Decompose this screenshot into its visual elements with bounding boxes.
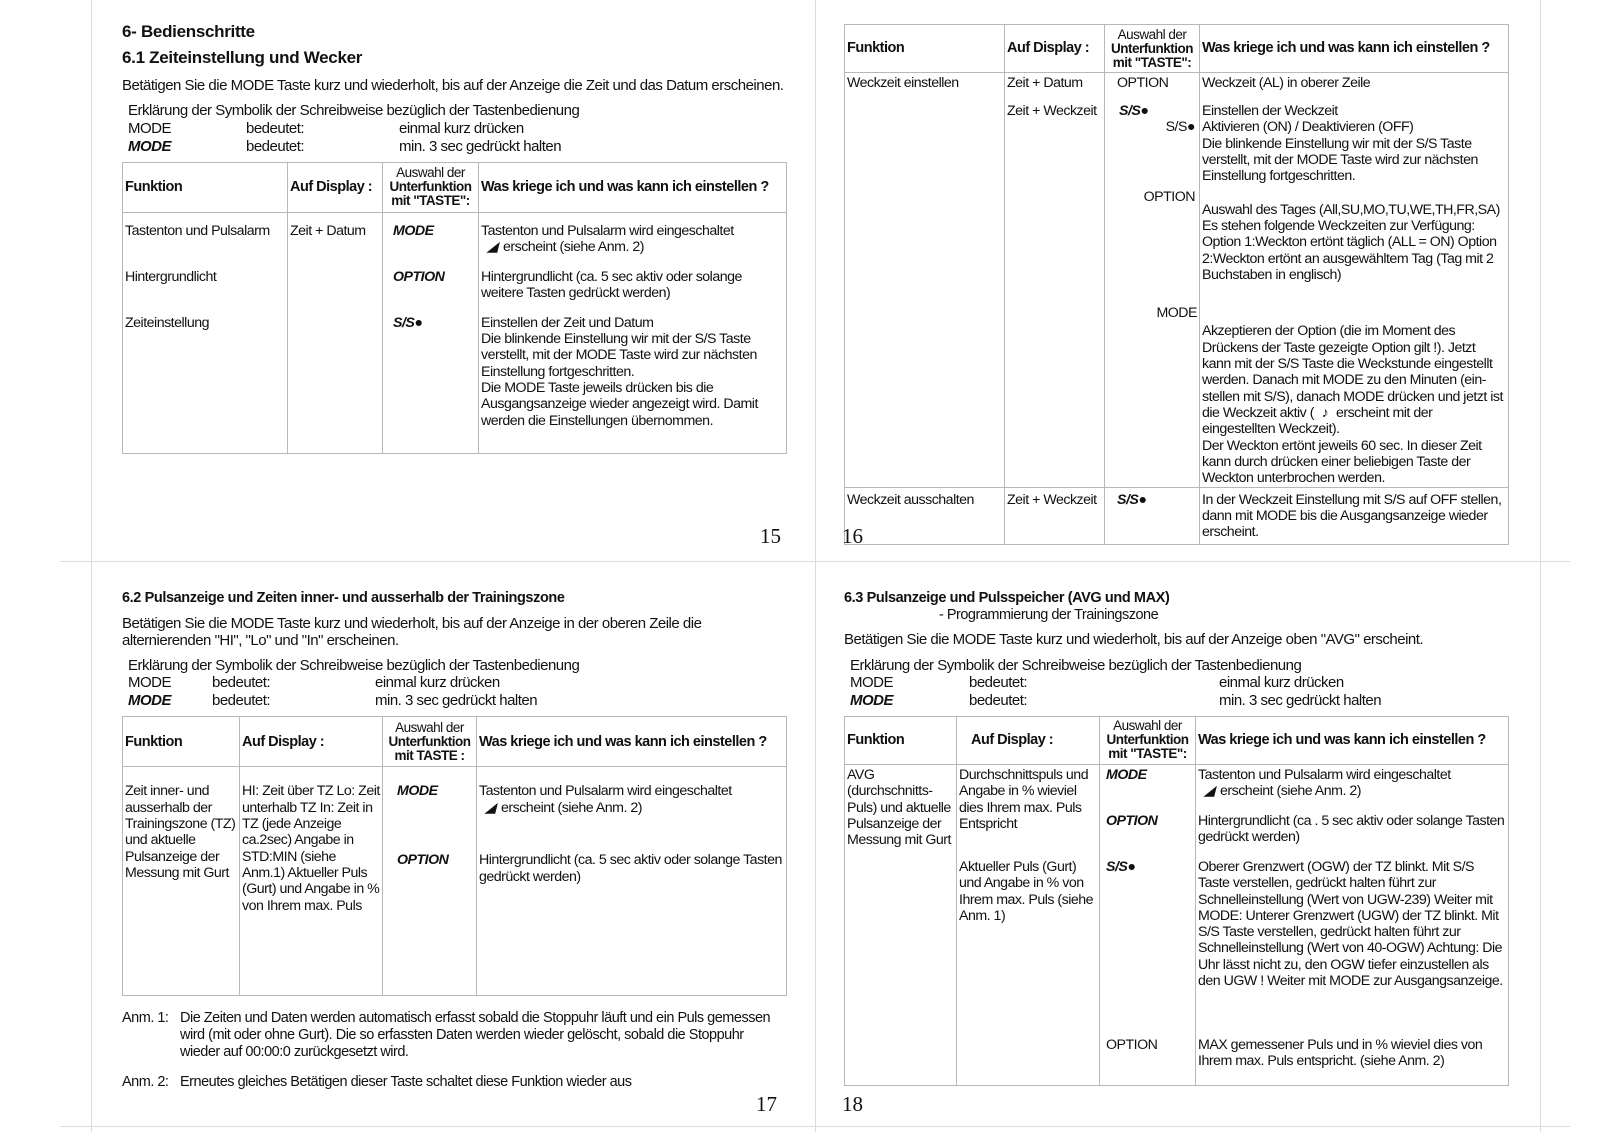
col-unterfunktion: Auswahl der Unterfunktion mit "TASTE":: [383, 162, 479, 212]
alarm-icon: ◢: [484, 799, 496, 816]
legend-value: min. 3 sec gedrückt halten: [375, 692, 538, 710]
function-table: [122, 716, 787, 996]
legend-means: bedeutet:: [212, 692, 271, 710]
intro-text: Betätigen Sie die MODE Taste kurz und wiederholt, bis auf der Anzeige die Zeit und das Datum erscheinen.: [122, 77, 784, 95]
table-cell: In der Weckzeit Einstellung mit S/S auf OFF stellen, dann mit MODE bis die Ausgangsanzeige wieder erscheint.: [1200, 487, 1509, 544]
page-16: [844, 24, 1509, 545]
col-was: Was kriege ich und was kann ich einstellen ?: [1196, 716, 1509, 764]
table-cell: MODE OPTION S/S●: [383, 212, 479, 453]
table-cell: Weckzeit einstellen: [845, 73, 1005, 488]
page-number: 15: [760, 524, 781, 548]
legend-value: einmal kurz drücken: [375, 674, 500, 692]
legend-value: einmal kurz drücken: [1219, 673, 1344, 691]
section-subtitle: 6.3 Pulsanzeige und Pulsspeicher (AVG und MAX): [844, 590, 1170, 606]
page-number: 18: [842, 1092, 863, 1116]
legend-key: MODE: [850, 673, 893, 691]
col-was: Was kriege ich und was kann ich einstellen ?: [479, 162, 787, 212]
col-funktion: Funktion: [123, 717, 240, 767]
table-cell: Tastenton und Pulsalarm wird eingeschaltet ◢ erscheint (siehe Anm. 2) Hintergrundlicht (ca. 5 sec aktiv oder solange weitere Tasten gedrückt werden) Einstellen der Zeit und Datum Die blinkende Einstellung wir mit der S/S Taste verstellt, mit der MODE Taste wird zur nächsten Einstellung fortgeschritten. Die MODE Taste jeweils drücken bis die Ausgangsanzeige wieder angezeigt wird. Damit werden die Einstellungen übernommen.: [479, 212, 787, 453]
col-funktion: Funktion: [845, 25, 1005, 73]
legend-value: einmal kurz drücken: [399, 119, 524, 137]
section-subtitle-2: - Programmierung der Trainingszone: [939, 606, 1159, 623]
page-15: [122, 22, 787, 454]
key-legend: [850, 657, 1509, 710]
page-edge-right: [1540, 0, 1541, 1132]
legend-means: bedeutet:: [969, 691, 1028, 709]
legend-key-bold: MODE: [128, 137, 171, 155]
function-table: [122, 162, 787, 454]
col-funktion: Funktion: [845, 716, 957, 764]
col-display: Auf Display :: [240, 717, 383, 767]
legend-means: bedeutet:: [969, 673, 1028, 691]
table-cell: Weckzeit ausschalten: [845, 487, 1005, 544]
table-cell: Durchschnittspuls und Angabe in % wieviel dies Ihrem max. Puls Entspricht Aktueller Puls (Gurt) und Angabe in % von Ihrem max. Puls (siehe Anm. 1): [957, 764, 1100, 1085]
legend-title: Erklärung der Symbolik der Schreibweise bezüglich der Tastenbedienung: [850, 656, 1302, 674]
key-legend: [128, 102, 787, 155]
footnote-1: Anm. 1: Die Zeiten und Daten werden automatisch erfasst sobald die Stoppuhr läuft und ein Puls gemessen wird (mit oder ohne Gurt). Die so erfassten Daten werden wieder gelöscht, sobald die Stoppuhr wieder auf 00:00:0 zurückgesetzt wird.: [122, 1010, 771, 1060]
col-unterfunktion: Auswahl der Unterfunktion mit TASTE :: [383, 717, 477, 767]
section-subtitle: 6.1 Zeiteinstellung und Wecker: [122, 47, 363, 67]
alarm-icon: ◢: [486, 238, 498, 255]
intro-text: Betätigen Sie die MODE Taste kurz und wiederholt, bis auf der Anzeige in der oberen Zeile die alternierenden "HI", "Lo" und "In" erscheinen.: [122, 614, 702, 649]
table-cell: HI: Zeit über TZ Lo: Zeit unterhalb TZ In: Zeit in TZ (jede Anzeige ca.2sec) Angabe in STD:MIN (siehe Anm.1) Aktueller Puls (Gurt) und Angabe in % von Ihrem max. Puls: [240, 767, 383, 996]
function-table: [844, 24, 1509, 545]
legend-value: min. 3 sec gedrückt halten: [1219, 691, 1382, 709]
legend-means: bedeutet:: [246, 137, 305, 155]
section-title: 6- Bedienschritte: [122, 22, 255, 41]
legend-title: Erklärung der Symbolik der Schreibweise bezüglich der Tastenbedienung: [128, 657, 580, 675]
table-cell: MODE OPTION: [383, 767, 477, 996]
table-cell: Zeit + Datum Zeit + Weckzeit: [1005, 73, 1105, 488]
table-cell: OPTION S/S● S/S● OPTION MODE: [1105, 73, 1200, 488]
col-unterfunktion: Auswahl der Unterfunktion mit "TASTE":: [1100, 716, 1196, 764]
legend-means: bedeutet:: [246, 119, 305, 137]
page-number: 16: [842, 524, 863, 548]
legend-key-bold: MODE: [850, 691, 893, 709]
intro-text: Betätigen Sie die MODE Taste kurz und wiederholt, bis auf der Anzeige oben "AVG" erscheint.: [844, 631, 1424, 649]
table-cell: Zeit + Datum: [288, 212, 383, 453]
page-edge-left: [91, 0, 92, 1132]
page-edge-center: [815, 0, 816, 1132]
legend-key: MODE: [128, 674, 171, 692]
function-table: [844, 716, 1509, 1086]
footnote-2: Anm. 2: Erneutes gleiches Betätigen dieser Taste schaltet diese Funktion wieder aus: [122, 1074, 632, 1091]
page-18: [844, 590, 1509, 1086]
page-edge-bottom: [60, 1126, 1570, 1127]
col-was: Was kriege ich und was kann ich einstellen ?: [1200, 25, 1509, 73]
alarm-icon: ◢: [1203, 783, 1215, 800]
table-cell: MODE OPTION S/S● OPTION: [1100, 764, 1196, 1085]
col-was: Was kriege ich und was kann ich einstellen ?: [477, 717, 787, 767]
table-cell: Tastenton und Pulsalarm wird eingeschaltet ◢ erscheint (siehe Anm. 2) Hintergrundlicht (ca . 5 sec aktiv oder solange Tasten gedrückt werden) Oberer Grenzwert (OGW) der TZ blinkt. Mit S/S Taste verstellen, gedrückt halten führt zur Schnelleinstellung (Wert von UGW-239) Weiter mit MODE: Unterer Grenzwert (UGW) der TZ blinkt. Mit S/S Taste verstellen, gedrückt halten führt zur Schnelleinstellung (Wert von 40-OGW) Achtung: Die Uhr lässt nicht zu, den OGW tiefer einzustellen als den UGW ! Weiter mit MODE zur Ausgangsanzeige. MAX gemessener Puls und in % wieviel dies von Ihrem max. Puls entspricht. (siehe Anm. 2): [1196, 764, 1509, 1085]
bell-icon: ♪: [1321, 404, 1329, 421]
table-cell: AVG (durchschnitts-Puls) und aktuelle Pulsanzeige der Messung mit Gurt: [845, 764, 957, 1085]
table-cell: Weckzeit (AL) in oberer Zeile Einstellen der Weckzeit Aktivieren (ON) / Deaktivieren (OFF) Die blinkende Einstellung wir mit der S/S Taste verstellt, mit der MODE Taste wird zur nächsten Einstellung fortgeschritten. Auswahl des Tages (All,SU,MO,TU,WE,TH,FR,SA) Es stehen folgende Weckzeiten zur Verfügung: Option 1:Weckton ertönt täglich (ALL = ON) Option 2:Weckton ertönt an ausgewähltem Tag (Tag mit 2 Buchstaben in englisch) Akzeptieren der Option (die im Moment des Drückens der Taste gezeigte Option gilt !). Jetzt kann mit der S/S Taste die Weckstunde eingestellt werden. Danach mit MODE zu den Minuten (ein-stellen mit S/S), danach MODE drücken und jetzt ist die Weckzeit aktiv ( ♪ erscheint mit der eingestellten Weckzeit). Der Weckton ertönt jeweils 60 sec. In dieser Zeit kann durch drücken einer beliebigen Taste der Weckton unterbrochen werden.: [1200, 73, 1509, 488]
table-cell: S/S●: [1105, 487, 1200, 544]
page-edge-middle: [60, 561, 1570, 562]
col-display: Auf Display :: [957, 716, 1100, 764]
legend-key: MODE: [128, 119, 171, 137]
key-legend: [128, 657, 787, 710]
col-display: Auf Display :: [288, 162, 383, 212]
col-unterfunktion: Auswahl der Unterfunktion mit "TASTE":: [1105, 25, 1200, 73]
page-17: [122, 590, 787, 1091]
table-cell: Tastenton und Pulsalarm Hintergrundlicht Zeiteinstellung: [123, 212, 288, 453]
legend-means: bedeutet:: [212, 674, 271, 692]
table-cell: Zeit inner- und ausserhalb der Trainingszone (TZ) und aktuelle Pulsanzeige der Messung mit Gurt: [123, 767, 240, 996]
table-cell: Zeit + Weckzeit: [1005, 487, 1105, 544]
col-display: Auf Display :: [1005, 25, 1105, 73]
legend-key-bold: MODE: [128, 692, 171, 710]
page-number: 17: [756, 1092, 777, 1116]
col-funktion: Funktion: [123, 162, 288, 212]
legend-value: min. 3 sec gedrückt halten: [399, 137, 562, 155]
legend-title: Erklärung der Symbolik der Schreibweise bezüglich der Tastenbedienung: [128, 102, 580, 120]
section-subtitle: 6.2 Pulsanzeige und Zeiten inner- und ausserhalb der Trainingszone: [122, 590, 565, 606]
table-cell: Tastenton und Pulsalarm wird eingeschaltet ◢ erscheint (siehe Anm. 2) Hintergrundlicht (ca. 5 sec aktiv oder solange Tasten gedrückt werden): [477, 767, 787, 996]
